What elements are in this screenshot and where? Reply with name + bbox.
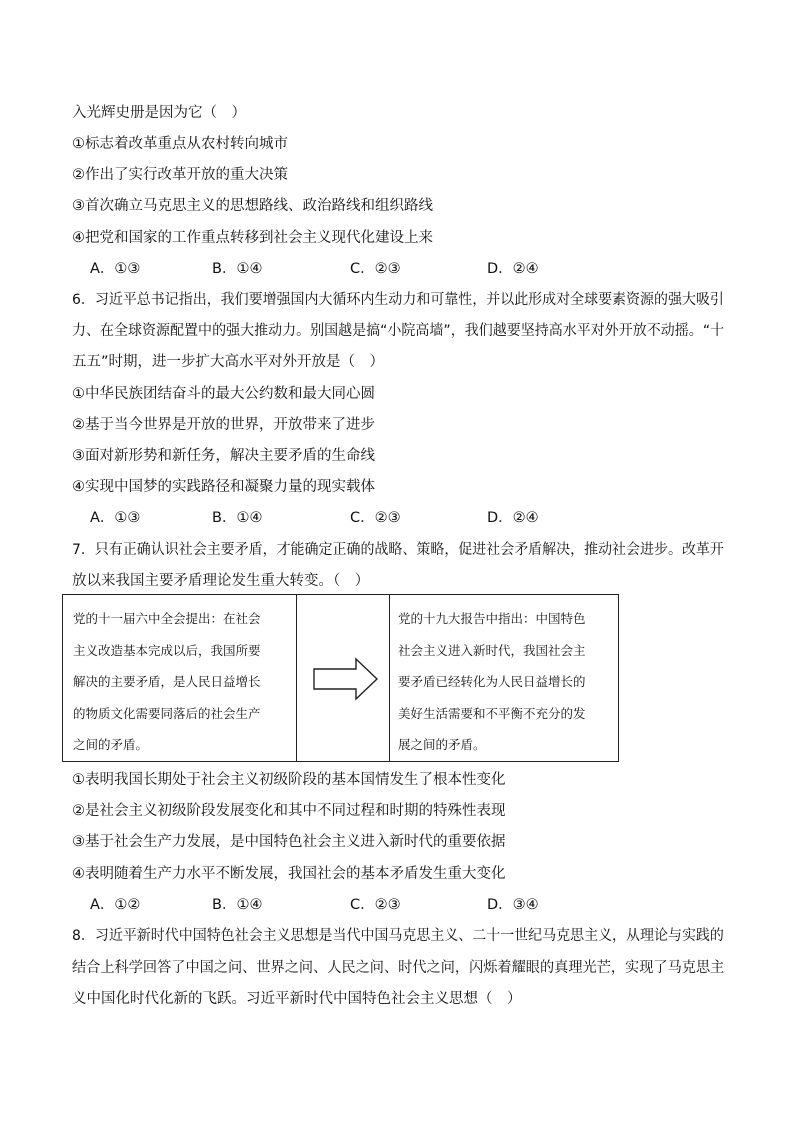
q5-item-2: ②作出了实行改革开放的重大决策 bbox=[72, 167, 288, 183]
q5-choice-b[interactable]: B．①④ bbox=[212, 261, 263, 277]
q6-stem-line-2: 力、在全球资源配置中的强大推动力。别国越是搞“小院高墙”，我们越要坚持高水平对外开放不动摇。“十 bbox=[72, 323, 725, 339]
q6-choice-c[interactable]: C．②③ bbox=[350, 510, 401, 526]
q7-material-table bbox=[62, 594, 619, 762]
q7-right-line-4: 美好生活需要和不平衡不充分的发 bbox=[398, 705, 586, 721]
q7-item-3: ③基于社会生产力发展，是中国特色社会主义进入新时代的重要依据 bbox=[72, 834, 506, 850]
q7-right-line-3: 要矛盾已经转化为人民日益增长的 bbox=[398, 674, 586, 689]
q7-stem-line-1: 7．只有正确认识社会主要矛盾，才能确定正确的战略、策略，促进社会矛盾解决，推动社会进步。改革开 bbox=[72, 542, 724, 558]
q5-choice-a[interactable]: A．①③ bbox=[90, 261, 141, 277]
q5-item-1: ①标志着改革重点从农村转向城市 bbox=[72, 136, 288, 152]
q7-left-line-5: 之间的矛盾。 bbox=[73, 737, 149, 752]
q7-material-left bbox=[63, 595, 297, 761]
q6-stem-line-1: 6．习近平总书记指出，我们要增强国内大循环内生动力和可靠性，并以此形成对全球要素资源的强大吸引 bbox=[72, 292, 724, 308]
q7-right-line-5: 展之间的矛盾。 bbox=[398, 737, 486, 752]
q7-item-1: ①表明我国长期处于社会主义初级阶段的基本国情发生了根本性变化 bbox=[72, 772, 506, 788]
q5-item-4: ④把党和国家的工作重点转移到社会主义现代化建设上来 bbox=[72, 230, 433, 246]
q7-stem-line-2: 放以来我国主要矛盾理论发生重大转变。（ ） bbox=[72, 573, 370, 589]
q7-choice-d[interactable]: D．③④ bbox=[487, 897, 539, 913]
q7-choice-b[interactable]: B．①④ bbox=[212, 897, 263, 913]
q7-left-line-3: 解决的主要矛盾，是人民日益增长 bbox=[73, 674, 261, 689]
q8-stem-line-1: 8．习近平新时代中国特色社会主义思想是当代中国马克思主义、二十一世纪马克思主义，从理论与实践的 bbox=[72, 928, 724, 944]
q6-choice-b[interactable]: B．①④ bbox=[212, 510, 263, 526]
q5-item-3: ③首次确立马克思主义的思想路线、政治路线和组织路线 bbox=[72, 198, 433, 214]
q7-right-line-1: 党的十九大报告中指出：中国特色 bbox=[398, 611, 586, 626]
q6-item-3: ③面对新形势和新任务，解决主要矛盾的生命线 bbox=[72, 448, 375, 464]
q6-item-4: ④实现中国梦的实践路径和凝聚力量的现实载体 bbox=[72, 479, 375, 495]
q8-stem-line-3: 义中国化时代化新的飞跃。习近平新时代中国特色社会主义思想（ ） bbox=[72, 991, 522, 1007]
q6-item-2: ②基于当今世界是开放的世界，开放带来了进步 bbox=[72, 417, 375, 433]
right-arrow-icon bbox=[297, 595, 389, 761]
q7-choice-a[interactable]: A．①② bbox=[90, 897, 141, 913]
q7-left-line-1: 党的十一届六中全会提出：在社会 bbox=[73, 611, 261, 626]
q6-item-1: ①中华民族团结奋斗的最大公约数和最大同心圆 bbox=[72, 386, 375, 402]
q7-left-line-4: 的物质文化需要同落后的社会生产 bbox=[73, 705, 261, 721]
q6-stem-line-3: 五五”时期，进一步扩大高水平对外开放是（ ） bbox=[72, 354, 385, 370]
q5-choice-c[interactable]: C．②③ bbox=[350, 261, 401, 277]
q7-item-2: ②是社会主义初级阶段发展变化和其中不同过程和时期的特殊性表现 bbox=[72, 803, 506, 819]
q6-choice-d[interactable]: D．②④ bbox=[487, 510, 539, 526]
q7-material-right bbox=[389, 595, 618, 761]
q5-stem: 入光辉史册是因为它（ ） bbox=[72, 105, 246, 121]
q7-right-line-2: 社会主义进入新时代，我国社会主 bbox=[398, 642, 586, 658]
q7-item-4: ④表明随着生产力水平不断发展，我国社会的基本矛盾发生重大变化 bbox=[72, 866, 506, 882]
q5-choice-d[interactable]: D．②④ bbox=[487, 261, 539, 277]
q6-choice-a[interactable]: A．①③ bbox=[90, 510, 141, 526]
q7-material-arrow-cell bbox=[297, 595, 389, 761]
q7-left-line-2: 主义改造基本完成以后，我国所要 bbox=[73, 642, 261, 658]
q7-choice-c[interactable]: C．②③ bbox=[350, 897, 401, 913]
q8-stem-line-2: 结合上科学回答了中国之问、世界之问、人民之问、时代之问，闪烁着耀眼的真理光芒，实现了马克思主 bbox=[72, 960, 725, 976]
